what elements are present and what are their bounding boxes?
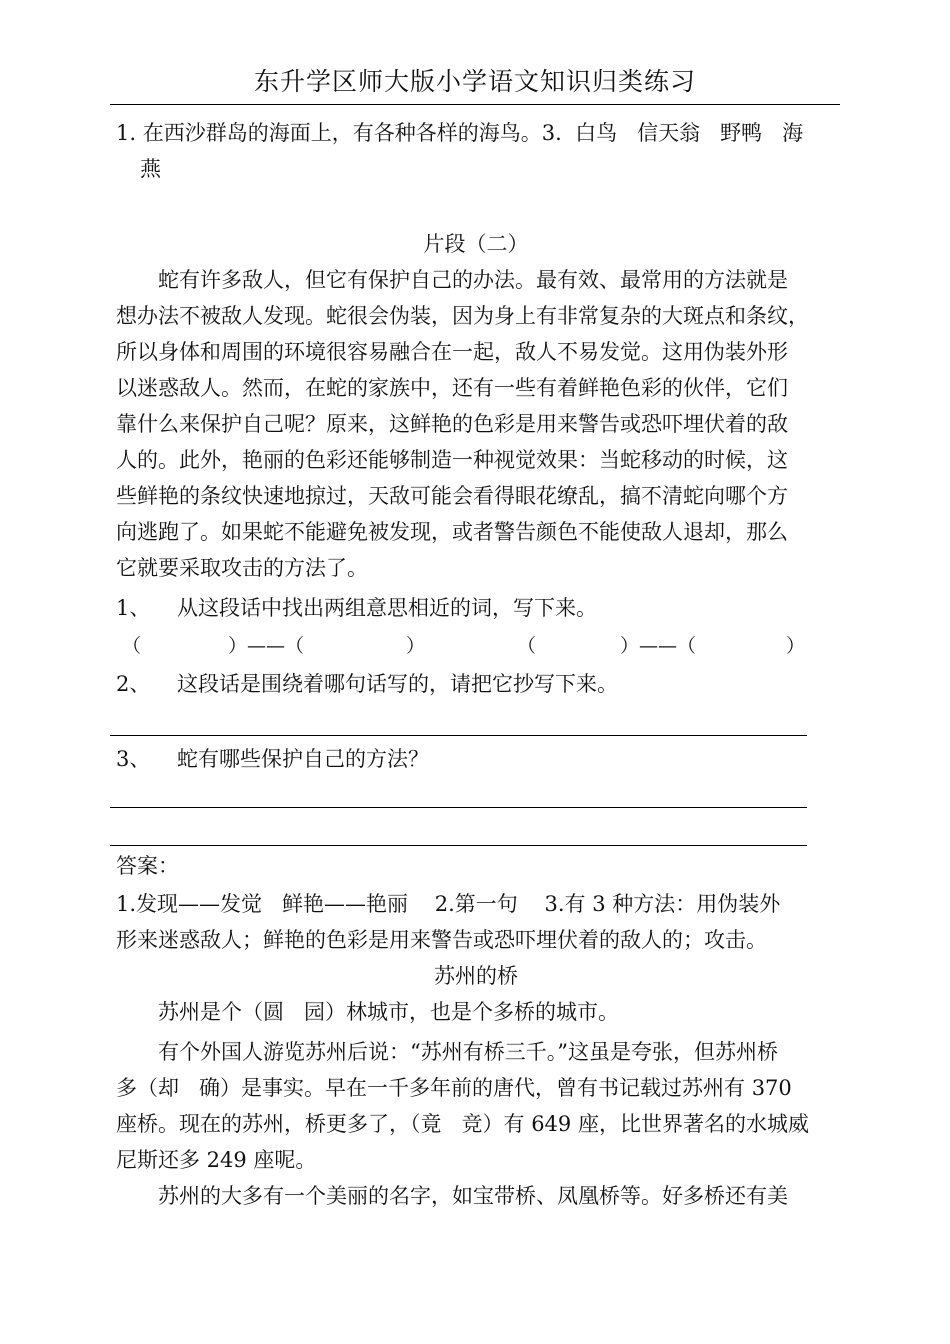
paragraph-line: 向逃跑了。如果蛇不能避免被发现，或者警告颜色不能使敌人退却，那么 xyxy=(116,520,788,544)
answers-label: 答案： xyxy=(116,854,179,878)
paragraph-line: 所以身体和周围的环境很容易融合在一起，敌人不易发觉。这用伪装外形 xyxy=(116,340,788,364)
suzhou-line: 有个外国人游览苏州后说：“苏州有桥三千。”这虽是夸张，但苏州桥 xyxy=(158,1040,778,1064)
paragraph-line: 些鲜艳的条纹快速地掠过，天敌可能会看得眼花缭乱，搞不清蛇向哪个方 xyxy=(116,484,788,508)
q1-blank-dash: ）——（ xyxy=(620,635,697,657)
answer-line xyxy=(110,845,807,846)
answer-line xyxy=(110,807,807,808)
suzhou-line: 尼斯还多 249 座呢。 xyxy=(116,1148,317,1172)
header-divider xyxy=(110,104,840,105)
paragraph-line: 人的。此外，艳丽的色彩还能够制造一种视觉效果：当蛇移动的时候，这 xyxy=(116,448,788,472)
q1-blank-open: （ xyxy=(122,635,142,657)
paragraph-line: 以迷惑敌人。然而，在蛇的家族中，还有一些有着鲜艳色彩的伙伴，它们 xyxy=(116,376,788,400)
section-title-fragment-2: 片段（二） xyxy=(423,232,529,256)
paragraph-line: 想办法不被敌人发现。蛇很会伪装，因为身上有非常复杂的大斑点和条纹， xyxy=(116,304,809,328)
q1-blank-close: ） xyxy=(406,635,426,657)
suzhou-line: 座桥。现在的苏州，桥更多了，（竟 竞）有 649 座，比世界著名的水城威 xyxy=(116,1112,809,1136)
question-3: 3、 蛇有哪些保护自己的方法？ xyxy=(116,747,430,771)
answers-line-1: 1.发现——发觉 鲜艳——艳丽 2.第一句 3.有 3 种方法：用伪装外 xyxy=(116,892,781,916)
suzhou-line: 苏州是个（圆 园）林城市，也是个多桥的城市。 xyxy=(158,1000,620,1024)
answers-line-2: 形来迷惑敌人；鲜艳的色彩是用来警告或恐吓埋伏着的敌人的；攻击。 xyxy=(116,928,767,952)
q1-blank-dash: ）——（ xyxy=(228,635,305,657)
suzhou-line: 多（却 确）是事实。早在一千多年前的唐代，曾有书记载过苏州有 370 xyxy=(116,1076,792,1100)
q1-blank-open: （ xyxy=(517,635,537,657)
question-2: 2、 这段话是围绕着哪句话写的，请把它抄写下来。 xyxy=(116,672,619,696)
top-answer-line-1: 1. 在西沙群岛的海面上，有各种各样的海鸟。3. 白鸟 信天翁 野鸭 海 xyxy=(116,121,804,145)
paragraph-line: 它就要采取攻击的方法了。 xyxy=(116,556,368,580)
q1-blank-close: ） xyxy=(786,635,806,657)
suzhou-line: 苏州的大多有一个美丽的名字，如宝带桥、凤凰桥等。好多桥还有美 xyxy=(158,1184,788,1208)
section-title-suzhou-bridges: 苏州的桥 xyxy=(434,964,518,988)
paragraph-line: 靠什么来保护自己呢？原来，这鲜艳的色彩是用来警告或恐吓埋伏着的敌 xyxy=(116,412,788,436)
question-1: 1、 从这段话中找出两组意思相近的词，写下来。 xyxy=(116,596,598,620)
top-answer-line-2: 燕 xyxy=(140,157,161,181)
paragraph-line: 蛇有许多敌人，但它有保护自己的办法。最有效、最常用的方法就是 xyxy=(158,268,788,292)
answer-line xyxy=(110,735,807,736)
page-header-title: 东升学区师大版小学语文知识归类练习 xyxy=(253,67,696,96)
